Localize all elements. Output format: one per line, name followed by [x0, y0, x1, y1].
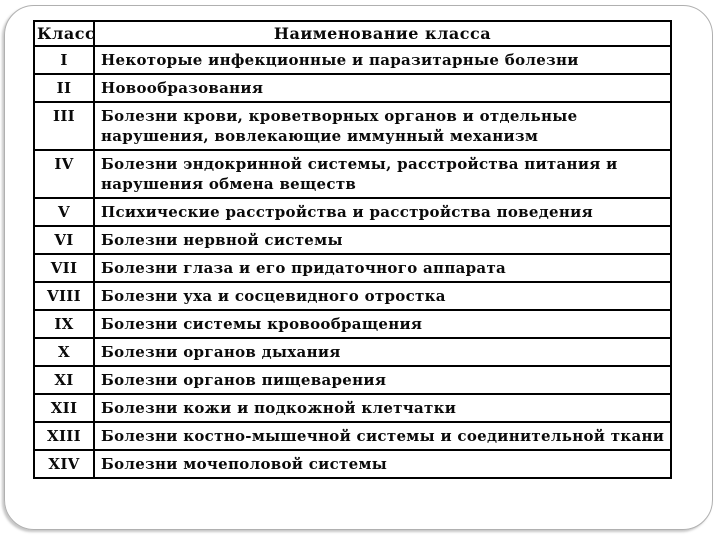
class-number-cell: XI [34, 366, 94, 394]
class-name-cell: Болезни глаза и его придаточного аппарата [94, 254, 671, 282]
class-number-cell: XIII [34, 422, 94, 450]
class-number-cell: II [34, 74, 94, 102]
class-number-cell: VI [34, 226, 94, 254]
class-name-cell: Болезни уха и сосцевидного отростка [94, 282, 671, 310]
class-name-cell: Болезни системы кровообращения [94, 310, 671, 338]
class-name-cell: Болезни крови, кроветворных органов и отдельные нарушения, вовлекающие иммунный механизм [94, 102, 671, 150]
class-number-cell: VIII [34, 282, 94, 310]
class-name-cell: Болезни нервной системы [94, 226, 671, 254]
class-number-cell: I [34, 46, 94, 74]
class-number-cell: XIV [34, 450, 94, 478]
class-name-cell: Некоторые инфекционные и паразитарные болезни [94, 46, 671, 74]
table-row [34, 254, 671, 282]
table-row [34, 310, 671, 338]
class-number-cell: X [34, 338, 94, 366]
class-number-cell: III [34, 102, 94, 150]
table-row [34, 282, 671, 310]
table-row [34, 46, 671, 74]
class-number-cell: XII [34, 394, 94, 422]
class-name-cell: Болезни органов дыхания [94, 338, 671, 366]
table-row [34, 198, 671, 226]
table-row [34, 150, 671, 198]
table-row [34, 394, 671, 422]
header-class-column: Класс [34, 21, 94, 46]
class-name-cell: Психические расстройства и расстройства поведения [94, 198, 671, 226]
class-number-cell: IV [34, 150, 94, 198]
class-number-cell: IX [34, 310, 94, 338]
table-row [34, 74, 671, 102]
table-header-row [34, 21, 671, 46]
class-name-cell: Болезни мочеполовой системы [94, 450, 671, 478]
class-name-cell: Новообразования [94, 74, 671, 102]
table-row [34, 366, 671, 394]
disease-class-table [33, 20, 672, 479]
table-row [34, 102, 671, 150]
class-name-cell: Болезни костно-мышечной системы и соединительной ткани [94, 422, 671, 450]
table-row [34, 450, 671, 478]
table-row [34, 338, 671, 366]
class-number-cell: VII [34, 254, 94, 282]
table-row [34, 226, 671, 254]
class-name-cell: Болезни кожи и подкожной клетчатки [94, 394, 671, 422]
class-number-cell: V [34, 198, 94, 226]
class-name-cell: Болезни органов пищеварения [94, 366, 671, 394]
header-name-column: Наименование класса [94, 21, 671, 46]
class-name-cell: Болезни эндокринной системы, расстройства питания и нарушения обмена веществ [94, 150, 671, 198]
table-row [34, 422, 671, 450]
